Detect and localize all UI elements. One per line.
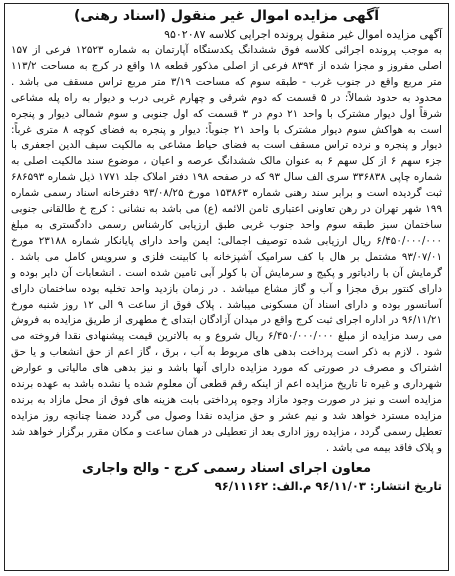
issuing-office: معاون اجرای اسناد رسمی کرج - والح واجاری: [81, 460, 372, 476]
notice-title: آگهی مزایده اموال غیر منقول (اسناد رهنی): [73, 8, 380, 24]
auction-notice: [4, 3, 449, 571]
publication-dates: تاریخ انتشار: ۹۶/۱۱/۰۳ م.الف: ۹۶/۱۱۱۶۲: [214, 478, 442, 493]
notice-body: به موجب پرونده اجرائی کلاسه فوق ششدانگ یکدستگاه آپارتمان به شماره ۱۲۵۲۳ فرعی از ۱۵۷ اصلی مفروز و مجزا شده از ۸۳۹۴ فرعی از اصلی مذکور قطعه ۱۸ واقع در کرج به مساحت ۱۱۳/۲ متر مربع واقع در جنوب غرب - طبقه سوم که مساحت ۳/۱۹ متر مربع تراس مسقف می باشد . محدود به حدود شمالاً: در ۵ قسمت که دوم شرقی و چهارم غربی درب و دیوار به راه پله مشاعی شرقاً اول دیوار مشترک با واحد ۲۱ دوم در ۳ قسمت که اول جنوبی و سوم شمالی دیوار و پنجره است به هواکش سوم دیوار مشترک با واحد ۲۱ جنوباً: دیوار و پنجره به فضای کوچه ۸ متری غرباً: دیوار و پنجره و نرده تراس مسقف است به فضای حیاط مشاعی به مالکیت سیف الدین اجعفری با جزء سهم ۶ از کل سهم ۶ به عنوان مالک ششدانگ عرصه و اعیان ، موضوع سند مالکیت اصلی به شماره چاپی ۳۳۶۸۳۸ سری الف سال ۹۳ که در صفحه ۱۹۸ دفتر املاک جلد ۱۷۷۱ ذیل شماره ۶۸۶۵۹۳ ثبت گردیده است و برابر سند رهنی شماره ۱۵۳۸۶۳ مورخ ۹۳/۰۸/۲۵ دفترخانه اسناد رسمی شماره ۱۹۹ شهر تهران در رهن تعاونی اعتباری ثامن الائمه (ع) می باشد به نشانی : کرج خ طالقانی جنوبی ساختمان سبز طبقه سوم واحد جنوب غربی طبق ارزیابی کارشناس رسمی دادگستری به مبلغ ۶/۴۵۰/۰۰۰/۰۰۰ ریال ارزیابی شده توصیف اجمالی: ایمن واحد دارای پایانکار شماره ۲۳۱۸۸ مورخ ۹۳/۰۷/۰۱ مشتمل بر هال با کف سرامیک آشپزخانه با کابینت فلزی و سرویس کامل می باشد . گرمایش آن با رادیاتور و پکیج و سرمایش آن با کولر آبی تامین شده است . انشعابات آن دایر بوده و دارای کنتور برق مجزا و آب و گاز مشاع میباشد . در زمان بازدید واحد تخلیه بوده ساختمان دارای آسانسور بوده و دارای اسناد آن مسکونی میباشد . پلاک فوق از ساعت ۹ الی ۱۲ روز شنبه مورخ ۹۶/۱۱/۲۱ در اداره اجرای ثبت کرج واقع در میدان آزادگان ابتدای خ مطهری از طریق مزایده به فروش می رسد مزایده از مبلغ ۶/۴۵۰/۰۰۰/۰۰۰ ریال شروع و به بالاترین قیمت پیشنهادی نقدا فروخته می شود . لازم به ذکر است پرداخت بدهی های مربوط به آب ، برق ، گاز اعم از حق انشعاب و یا حق اشتراک و مصرف در صورتی که مورد مزایده دارای آنها باشد و نیز بدهی های مالیاتی و عوارض شهرداری و غیره تا تاریخ مزایده اعم از اینکه رقم قطعی آن معلوم شده یا نشده باشد به عهده برنده مزایده است و نیز در صورت وجود مازاد وجوه پرداختی بابت هزینه های فوق از محل مازاد به برنده مزایده مسترد خواهد شد و نیم عشر و حق مزایده نقدا وصول می گردد ضمنا چنانچه روز مزایده تعطیل رسمی گردد ، مزایده روز اداری بعد از تعطیلی در همان ساعت و مکان مقرر برگزار خواهد شد و پلاک فاقد بیمه می باشد .: [11, 44, 442, 454]
notice-subtitle: آگهی مزایده اموال غیر منقول پرونده اجرایی کلاسه ۹۵۰۲۰۸۷: [164, 28, 442, 41]
